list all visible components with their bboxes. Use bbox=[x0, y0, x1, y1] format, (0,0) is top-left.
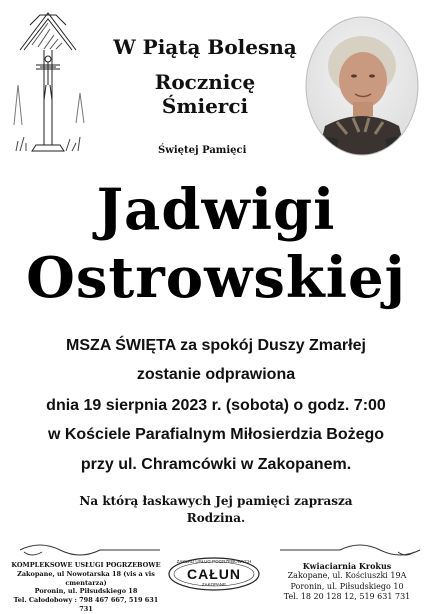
funeral-home-info bbox=[6, 561, 166, 614]
heading-line-1: W Piątą Bolesną bbox=[113, 35, 297, 59]
mass-line-5: przy ul. Chramcówki w Zakopanem. bbox=[80, 456, 352, 473]
florist-line-3: Poronin, ul. Piłsudskiego 10 bbox=[290, 581, 404, 591]
florist-info bbox=[272, 561, 422, 603]
funeral-home-line-2: Zakopane, ul Nowotarska 18 (vis a vis cmentarza) bbox=[17, 569, 155, 587]
logo-brand: CAŁUN bbox=[187, 566, 241, 582]
funeral-home-line-3: Poronin, ul. Piłsudskiego 18 bbox=[34, 587, 138, 596]
mass-line-3: dnia 19 sierpnia 2023 r. (sobota) o godz. 7:00 bbox=[46, 397, 386, 414]
florist-line-1: Kwiaciarnia Krokus bbox=[302, 561, 392, 571]
deceased-last-name: Ostrowskiej bbox=[26, 245, 406, 311]
invitation-line-1: Na którą łaskawych Jej pamięci zaprasza bbox=[79, 494, 353, 508]
florist-line-4: Tel. 18 20 128 12, 519 631 731 bbox=[283, 592, 411, 602]
logo-top-text: ZAKŁAD USŁUG POGRZEBOWYCH bbox=[176, 559, 252, 564]
wayside-cross-icon bbox=[10, 5, 88, 155]
mass-line-4: w Kościele Parafialnym Miłosierdzia Bożego bbox=[47, 426, 385, 443]
funeral-home-line-1: KOMPLEKSOWE USŁUGI POGRZEBOWE bbox=[11, 561, 161, 569]
funeral-home-line-4: Tel. Całodobowy : 798 467 667, 519 631 731 bbox=[13, 596, 159, 613]
calun-logo bbox=[167, 556, 261, 592]
invitation-line-2: Rodzina. bbox=[186, 511, 246, 525]
portrait-photo bbox=[303, 14, 421, 158]
mass-line-1: MSZA ŚWIĘTA za spokój Duszy Zmarłej bbox=[66, 337, 366, 354]
mass-line-2: zostanie odprawiona bbox=[136, 366, 296, 383]
florist-line-2: Zakopane, ul. Kościuszki 19A bbox=[287, 571, 407, 581]
deceased-first-name: Jadwigi bbox=[96, 177, 336, 243]
heading-line-2: Rocznicę Śmierci bbox=[154, 70, 256, 118]
logo-bottom-text: ZAKOPANE bbox=[201, 582, 227, 587]
memory-label: Świętej Pamięci bbox=[158, 145, 247, 156]
